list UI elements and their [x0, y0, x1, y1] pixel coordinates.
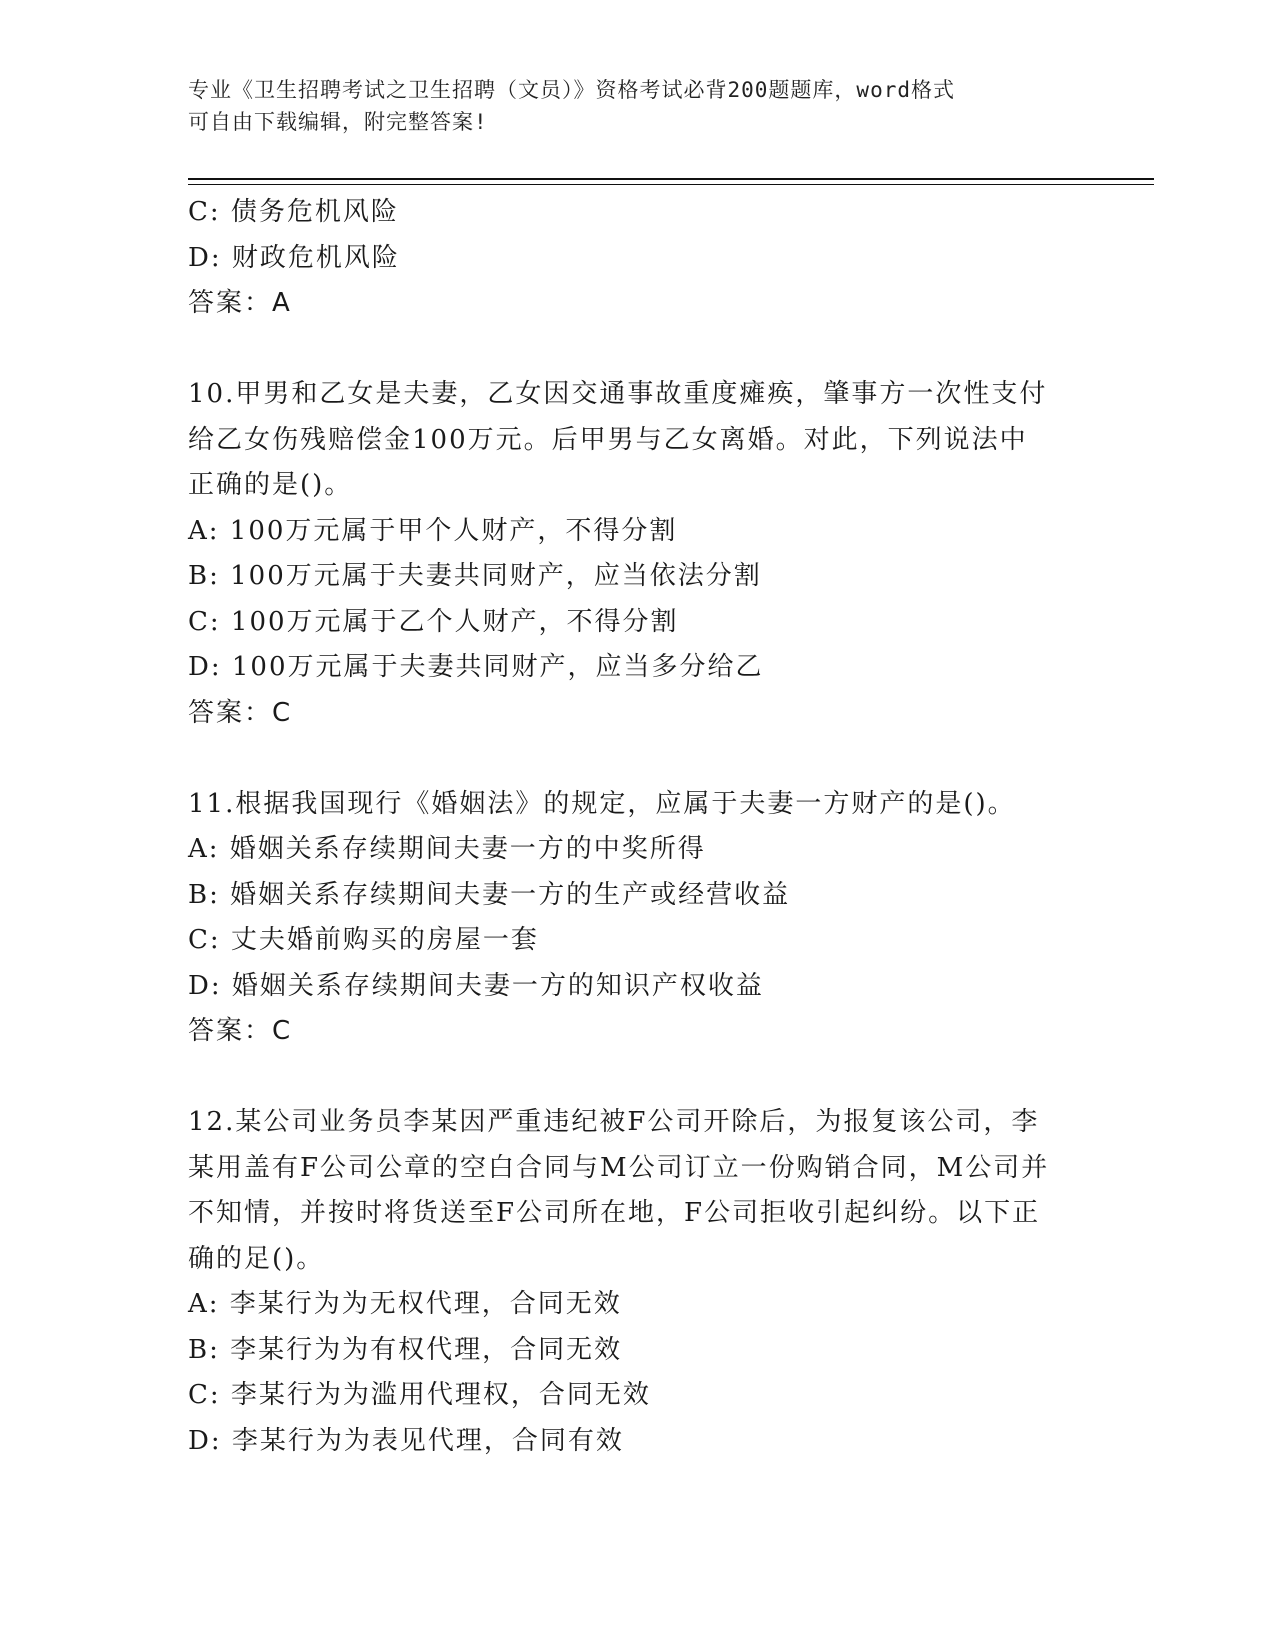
header-line-1: 专业《卫生招聘考试之卫生招聘（文员）》资格考试必背200题题库，word格式: [188, 78, 955, 102]
question-stem-line: 确的足()。: [188, 1243, 325, 1274]
option-c: C: 100万元属于乙个人财产，不得分割: [188, 606, 679, 637]
question-stem-line: 12.某公司业务员李某因严重违纪被F公司开除后，为报复该公司，李: [188, 1107, 1040, 1137]
header-line-2: 可自由下载编辑，附完整答案!: [188, 110, 488, 134]
spacer: [188, 327, 1088, 373]
option-a: A: 100万元属于甲个人财产，不得分割: [188, 515, 678, 546]
option-d: D: 婚姻关系存续期间夫妻一方的知识产权收益: [188, 970, 764, 1001]
option-c: C: 李某行为为滥用代理权，合同无效: [188, 1380, 651, 1410]
question-10: [188, 372, 1088, 736]
spacer: [188, 736, 1088, 782]
option-b: B: 李某行为为有权代理，合同无效: [188, 1334, 623, 1365]
option-d: D: 100万元属于夫妻共同财产，应当多分给乙: [188, 652, 764, 682]
question-stem-line: 11.根据我国现行《婚姻法》的规定，应属于夫妻一方财产的是()。: [188, 788, 1016, 819]
option-a: A: 婚姻关系存续期间夫妻一方的中奖所得: [188, 834, 706, 864]
option-d: D: 财政危机风险: [188, 242, 400, 273]
header-rule-thin: [188, 184, 1154, 185]
option-a: A: 李某行为为无权代理，合同无效: [188, 1289, 622, 1319]
option-c: C: 丈夫婚前购买的房屋一套: [188, 925, 539, 955]
question-stem-line: 10.甲男和乙女是夫妻，乙女因交通事故重度瘫痪，肇事方一次性支付: [188, 379, 1048, 409]
question-9-tail: [188, 190, 1088, 327]
document-body: [188, 190, 1088, 1464]
question-stem-line: 某用盖有F公司公章的空白合同与M公司订立一份购销合同，M公司并: [188, 1152, 1050, 1183]
option-d: D: 李某行为为表见代理，合同有效: [188, 1425, 624, 1456]
answer: 答案：C: [188, 697, 293, 728]
question-stem-line: 不知情，并按时将货送至F公司所在地，F公司拒收引起纠纷。以下正: [188, 1198, 1041, 1228]
question-stem-line: 正确的是()。: [188, 470, 353, 500]
spacer: [188, 1055, 1088, 1101]
option-b: B: 婚姻关系存续期间夫妻一方的生产或经营收益: [188, 879, 791, 910]
header-rule-thick: [188, 178, 1154, 180]
answer: 答案：C: [188, 1016, 293, 1046]
document-header: [188, 74, 1088, 138]
question-12: [188, 1100, 1088, 1464]
question-stem-line: 给乙女伤残赔偿金100万元。后甲男与乙女离婚。对此，下列说法中: [188, 424, 1028, 455]
question-11: [188, 782, 1088, 1055]
option-c: C: 债务危机风险: [188, 197, 399, 227]
answer: 答案：A: [188, 288, 292, 318]
option-b: B: 100万元属于夫妻共同财产，应当依法分割: [188, 561, 762, 591]
